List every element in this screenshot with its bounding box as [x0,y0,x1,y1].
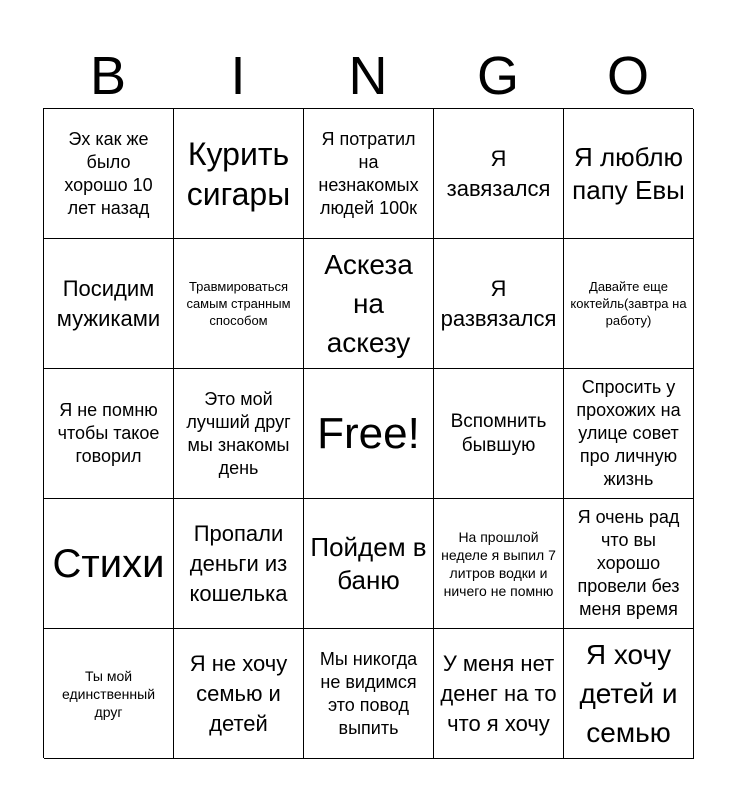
cell-text: Стихи [52,541,165,586]
header-letter-b: B [89,46,127,106]
cell-text: У меня нет денег на то что я хочу [440,650,557,736]
bingo-cell-r1c5[interactable] [564,109,694,239]
cell-text: Аскеза на аскезу [324,249,413,358]
cell-text: Я завязался [446,145,551,201]
cell-text: Эх как же было хорошо 10 лет назад [64,128,153,218]
bingo-cell-r4c3[interactable] [304,499,434,629]
cell-text: Посидим мужиками [56,275,161,331]
cell-text: Я хочу детей и семью [579,639,678,748]
bingo-cell-r3c5[interactable] [564,369,694,499]
cell-text: На прошлой неделе я выпил 7 литров водки и ничего не помню [441,528,556,599]
cell-text: Ты мой единственный друг [61,667,156,720]
bingo-cell-r3c1[interactable] [44,369,174,499]
cell-text: Травмироваться самым странным способом [186,279,291,328]
cell-text: Я потратил на незнакомых людей 100к [318,128,419,218]
cell-text: Это мой лучший друг мы знакомы день [186,388,291,478]
bingo-cell-r5c4[interactable] [434,629,564,759]
cell-text: Пропали деньги из кошелька [189,520,288,606]
cell-text: Курить сигары [186,135,291,212]
bingo-cell-r2c5[interactable] [564,239,694,369]
cell-text: Давайте еще коктейль(завтра на работу) [570,279,687,328]
cell-text: Я развязался [440,275,557,331]
cell-text: Пойдем в баню [310,531,427,595]
bingo-cell-r3c2[interactable] [174,369,304,499]
header-letter-n: N [348,46,388,106]
bingo-cell-r1c3[interactable] [304,109,434,239]
bingo-cell-r4c2[interactable] [174,499,304,629]
bingo-cell-r2c2[interactable] [174,239,304,369]
cell-text: Я очень рад что вы хорошо провели без меня время [577,507,680,619]
bingo-cell-r5c2[interactable] [174,629,304,759]
bingo-cell-r4c1[interactable] [44,499,174,629]
bingo-header [43,44,693,108]
cell-text: Мы никогда не видимся это повод выпить [319,648,418,738]
header-letter-i: I [230,46,246,106]
bingo-cell-r1c4[interactable] [434,109,564,239]
header-letter-o: O [606,46,649,106]
cell-text: Спросить у прохожих на улице совет про личную жизнь [576,377,681,489]
bingo-cell-r4c4[interactable] [434,499,564,629]
bingo-cell-r5c5[interactable] [564,629,694,759]
bingo-cell-r1c2[interactable] [174,109,304,239]
bingo-cell-r1c1[interactable] [44,109,174,239]
bingo-cell-r3c4[interactable] [434,369,564,499]
bingo-cell-r5c3[interactable] [304,629,434,759]
bingo-cell-free[interactable] [304,369,434,499]
cell-text: Вспомнить бывшую [450,410,547,456]
cell-text: Я не помню чтобы такое говорил [57,400,160,466]
bingo-grid [43,108,693,758]
bingo-cell-r2c4[interactable] [434,239,564,369]
bingo-cell-r4c5[interactable] [564,499,694,629]
header-letter-g: G [476,46,519,106]
bingo-cell-r5c1[interactable] [44,629,174,759]
cell-text: Я люблю папу Евы [572,141,685,205]
bingo-cell-r2c3[interactable] [304,239,434,369]
free-space-text: Free! [317,408,420,458]
bingo-cell-r2c1[interactable] [44,239,174,369]
cell-text: Я не хочу семью и детей [189,650,288,736]
